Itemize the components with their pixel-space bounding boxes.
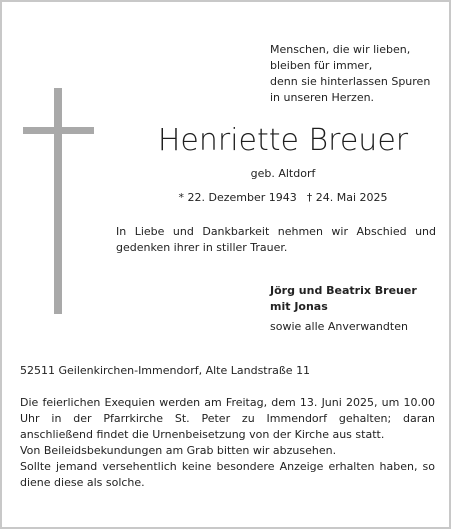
notice-disclaimer: Sollte jemand versehentlich keine besondere Anzeige erhalten haben, so diene diese als solche. — [20, 460, 435, 489]
maiden-name: geb. Altdorf — [250, 167, 316, 180]
poem-line: denn sie hinterlassen Spuren — [270, 75, 431, 88]
funeral-details — [20, 395, 435, 491]
poem-line: Menschen, die wir lieben, — [270, 43, 411, 56]
deceased-name: Henriette Breuer — [157, 123, 409, 158]
condolence-note: Von Beileidsbekundungen am Grab bitten wir abzusehen. — [20, 444, 337, 457]
service-info: Die feierlichen Exequien werden am Freitag, dem 13. Juni 2025, um 10.00 Uhr in der Pfarrkirche St. Peter zu Immendorf gehalten; daran anschließend findet die Urnenbeisetzung von der Kirche aus statt. — [20, 396, 435, 441]
birth-date: * 22. Dezember 1943 — [178, 191, 297, 204]
mourner-names: Jörg und Beatrix Breuer — [270, 284, 417, 297]
death-date: † 24. Mai 2025 — [306, 191, 388, 204]
mourner-names-continued: mit Jonas — [270, 300, 328, 313]
cross-vertical-bar — [54, 88, 62, 314]
life-dates — [138, 190, 428, 206]
poem-line: bleiben für immer, — [270, 59, 373, 72]
relatives-line: sowie alle Anverwandten — [270, 320, 408, 333]
poem-line: in unseren Herzen. — [270, 91, 375, 104]
mourners-block — [270, 283, 445, 335]
memorial-poem — [270, 42, 445, 106]
cross-horizontal-bar — [23, 127, 94, 134]
family-address: 52511 Geilenkirchen-Immendorf, Alte Landstraße 11 — [20, 364, 311, 377]
farewell-text: In Liebe und Dankbarkeit nehmen wir Abschied und gedenken ihrer in stiller Trauer. — [116, 225, 436, 254]
